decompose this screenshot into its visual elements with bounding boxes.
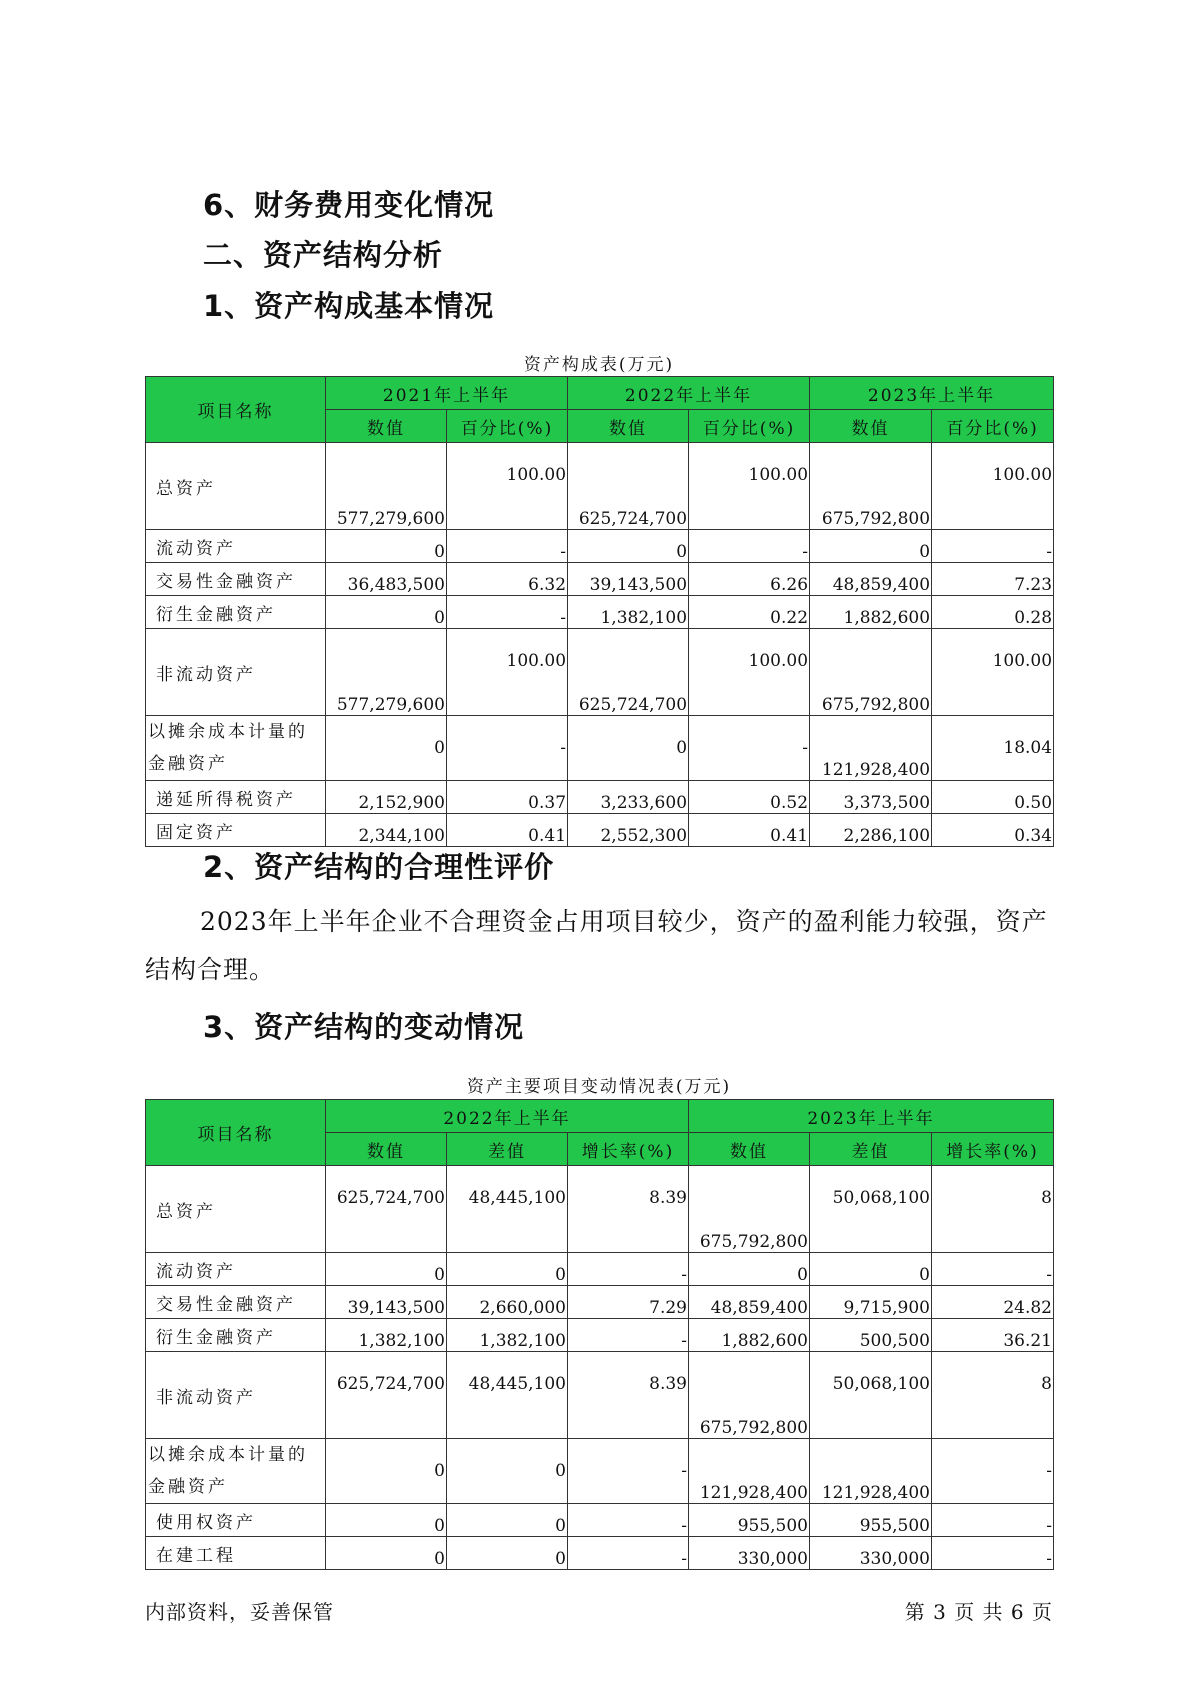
row-label: 非流动资产 [146, 1352, 326, 1439]
table-cell: - [568, 1504, 689, 1537]
row-label: 流动资产 [146, 1253, 326, 1286]
table-row [146, 1253, 1054, 1286]
table-row [146, 781, 1054, 814]
table-row [146, 1537, 1054, 1570]
table-cell: 6.32 [447, 563, 568, 596]
table-cell: 0 [447, 1504, 568, 1537]
table-cell: 0 [810, 530, 932, 563]
table-cell: 0 [326, 596, 447, 629]
period-header: 2023年上半年 [810, 377, 1054, 410]
table-cell: 50,068,100 [810, 1166, 932, 1253]
diff-header: 差值 [810, 1133, 932, 1166]
table-row [146, 443, 1054, 530]
table-row [146, 1504, 1054, 1537]
table-cell: 500,500 [810, 1319, 932, 1352]
table-cell: 675,792,800 [810, 443, 932, 530]
diff-header: 差值 [447, 1133, 568, 1166]
row-label: 总资产 [146, 443, 326, 530]
table-cell: 8.39 [568, 1166, 689, 1253]
table-row [146, 1352, 1054, 1439]
table-cell: - [689, 716, 810, 781]
table-cell: 625,724,700 [326, 1352, 447, 1439]
name-header: 项目名称 [146, 1100, 326, 1166]
table-row [146, 530, 1054, 563]
footer-page-number: 第 3 页 共 6 页 [904, 1600, 1053, 1624]
table-cell: 0 [326, 716, 447, 781]
table-cell: 625,724,700 [326, 1166, 447, 1253]
section-heading-finance-cost: 6、财务费用变化情况 [203, 188, 495, 222]
table-row [146, 814, 1054, 847]
growth-header: 增长率(%) [568, 1133, 689, 1166]
table-cell: 48,445,100 [447, 1352, 568, 1439]
table-cell: 7.23 [932, 563, 1054, 596]
asset-change-table [145, 1099, 1054, 1570]
table-cell: 0 [568, 716, 689, 781]
section-heading-structure-change: 3、资产结构的变动情况 [203, 1010, 525, 1044]
percent-header: 百分比(%) [447, 410, 568, 443]
table-cell: 0.41 [689, 814, 810, 847]
table1-caption: 资产构成表(万元) [523, 355, 675, 375]
table-cell: 48,859,400 [810, 563, 932, 596]
table-cell: 0 [326, 1439, 447, 1504]
table-cell: 2,344,100 [326, 814, 447, 847]
table-cell: 9,715,900 [810, 1286, 932, 1319]
table-cell: 0.50 [932, 781, 1054, 814]
table-cell: 1,382,100 [326, 1319, 447, 1352]
table-cell: 48,859,400 [689, 1286, 810, 1319]
table-cell: 8.39 [568, 1352, 689, 1439]
table-cell: 0 [447, 1439, 568, 1504]
table-cell: 50,068,100 [810, 1352, 932, 1439]
table-row [146, 1319, 1054, 1352]
table-cell: 0.34 [932, 814, 1054, 847]
table-cell: 7.29 [568, 1286, 689, 1319]
row-label: 衍生金融资产 [146, 1319, 326, 1352]
table-cell: - [447, 530, 568, 563]
row-label: 衍生金融资产 [146, 596, 326, 629]
table-cell: 100.00 [689, 629, 810, 716]
row-label: 使用权资产 [146, 1504, 326, 1537]
period-header: 2023年上半年 [689, 1100, 1054, 1133]
table-cell: - [568, 1253, 689, 1286]
table-cell: 577,279,600 [326, 443, 447, 530]
table-cell: 1,382,100 [447, 1319, 568, 1352]
table-cell: 577,279,600 [326, 629, 447, 716]
table-cell: 0.41 [447, 814, 568, 847]
value-header: 数值 [689, 1133, 810, 1166]
table-cell: 0 [326, 1537, 447, 1570]
growth-header: 增长率(%) [932, 1133, 1054, 1166]
table-cell: 330,000 [810, 1537, 932, 1570]
row-label: 在建工程 [146, 1537, 326, 1570]
table-cell: 625,724,700 [568, 443, 689, 530]
row-label: 流动资产 [146, 530, 326, 563]
period-header: 2021年上半年 [326, 377, 568, 410]
asset-composition-table [145, 376, 1054, 847]
table-cell: 100.00 [447, 443, 568, 530]
table-cell: 3,373,500 [810, 781, 932, 814]
row-label: 以摊余成本计量的金融资产 [146, 716, 326, 781]
table-cell: - [932, 1439, 1054, 1504]
table-cell: 0 [447, 1537, 568, 1570]
table-cell: - [447, 596, 568, 629]
table-cell: 625,724,700 [568, 629, 689, 716]
table-cell: - [932, 1253, 1054, 1286]
period-header: 2022年上半年 [326, 1100, 689, 1133]
table-cell: 0.37 [447, 781, 568, 814]
table-row [146, 716, 1054, 781]
row-label: 交易性金融资产 [146, 563, 326, 596]
table-cell: 955,500 [689, 1504, 810, 1537]
row-label: 非流动资产 [146, 629, 326, 716]
table-row [146, 1439, 1054, 1504]
table-cell: 39,143,500 [568, 563, 689, 596]
table-cell: - [689, 530, 810, 563]
table-cell: - [932, 1537, 1054, 1570]
table-cell: 8 [932, 1166, 1054, 1253]
table2-caption: 资产主要项目变动情况表(万元) [466, 1077, 732, 1097]
table-cell: 0 [326, 530, 447, 563]
table-row [146, 629, 1054, 716]
row-label: 总资产 [146, 1166, 326, 1253]
table-cell: 0 [810, 1253, 932, 1286]
table-row [146, 563, 1054, 596]
table-cell: 100.00 [932, 629, 1054, 716]
footer-confidential-note: 内部资料，妥善保管 [145, 1600, 334, 1624]
table-cell: 675,792,800 [689, 1352, 810, 1439]
value-header: 数值 [810, 410, 932, 443]
table-cell: 675,792,800 [689, 1166, 810, 1253]
table-cell: - [568, 1439, 689, 1504]
table-cell: 0 [447, 1253, 568, 1286]
table-cell: 2,552,300 [568, 814, 689, 847]
section-heading-asset-structure: 二、资产结构分析 [203, 238, 444, 272]
row-label: 固定资产 [146, 814, 326, 847]
name-header: 项目名称 [146, 377, 326, 443]
table-cell: 955,500 [810, 1504, 932, 1537]
table-cell: - [568, 1319, 689, 1352]
table-cell: 8 [932, 1352, 1054, 1439]
row-label: 以摊余成本计量的金融资产 [146, 1439, 326, 1504]
table-cell: 121,928,400 [810, 716, 932, 781]
section-heading-asset-composition: 1、资产构成基本情况 [203, 289, 495, 323]
table-row [146, 596, 1054, 629]
table-cell: 2,660,000 [447, 1286, 568, 1319]
table-cell: - [568, 1537, 689, 1570]
percent-header: 百分比(%) [689, 410, 810, 443]
table-row [146, 1166, 1054, 1253]
rationality-paragraph: 2023年上半年企业不合理资金占用项目较少，资产的盈利能力较强，资产结构合理。 [145, 907, 1048, 984]
table-cell: 0.52 [689, 781, 810, 814]
row-label: 交易性金融资产 [146, 1286, 326, 1319]
section-heading-rationality: 2、资产结构的合理性评价 [203, 850, 555, 884]
table-cell: 100.00 [689, 443, 810, 530]
table-cell: 1,882,600 [689, 1319, 810, 1352]
table-cell: 1,882,600 [810, 596, 932, 629]
table-cell: 2,286,100 [810, 814, 932, 847]
table-cell: 0 [568, 530, 689, 563]
table-cell: 0 [689, 1253, 810, 1286]
table-cell: 48,445,100 [447, 1166, 568, 1253]
table-cell: 121,928,400 [689, 1439, 810, 1504]
table-row [146, 1286, 1054, 1319]
table-cell: 6.26 [689, 563, 810, 596]
table-cell: 18.04 [932, 716, 1054, 781]
table-cell: 0 [326, 1504, 447, 1537]
value-header: 数值 [326, 410, 447, 443]
table-cell: 121,928,400 [810, 1439, 932, 1504]
table-cell: 0.28 [932, 596, 1054, 629]
percent-header: 百分比(%) [932, 410, 1054, 443]
period-header: 2022年上半年 [568, 377, 810, 410]
table-cell: 330,000 [689, 1537, 810, 1570]
table-cell: 39,143,500 [326, 1286, 447, 1319]
table-cell: 36,483,500 [326, 563, 447, 596]
table-cell: 0.22 [689, 596, 810, 629]
table-cell: - [447, 716, 568, 781]
table-cell: 1,382,100 [568, 596, 689, 629]
table-cell: 100.00 [447, 629, 568, 716]
table-cell: 24.82 [932, 1286, 1054, 1319]
table-cell: - [932, 530, 1054, 563]
table-cell: 36.21 [932, 1319, 1054, 1352]
value-header: 数值 [568, 410, 689, 443]
row-label: 递延所得税资产 [146, 781, 326, 814]
table-cell: 2,152,900 [326, 781, 447, 814]
table-cell: 675,792,800 [810, 629, 932, 716]
table-cell: 100.00 [932, 443, 1054, 530]
value-header: 数值 [326, 1133, 447, 1166]
table-cell: 3,233,600 [568, 781, 689, 814]
table-cell: 0 [326, 1253, 447, 1286]
table-cell: - [932, 1504, 1054, 1537]
